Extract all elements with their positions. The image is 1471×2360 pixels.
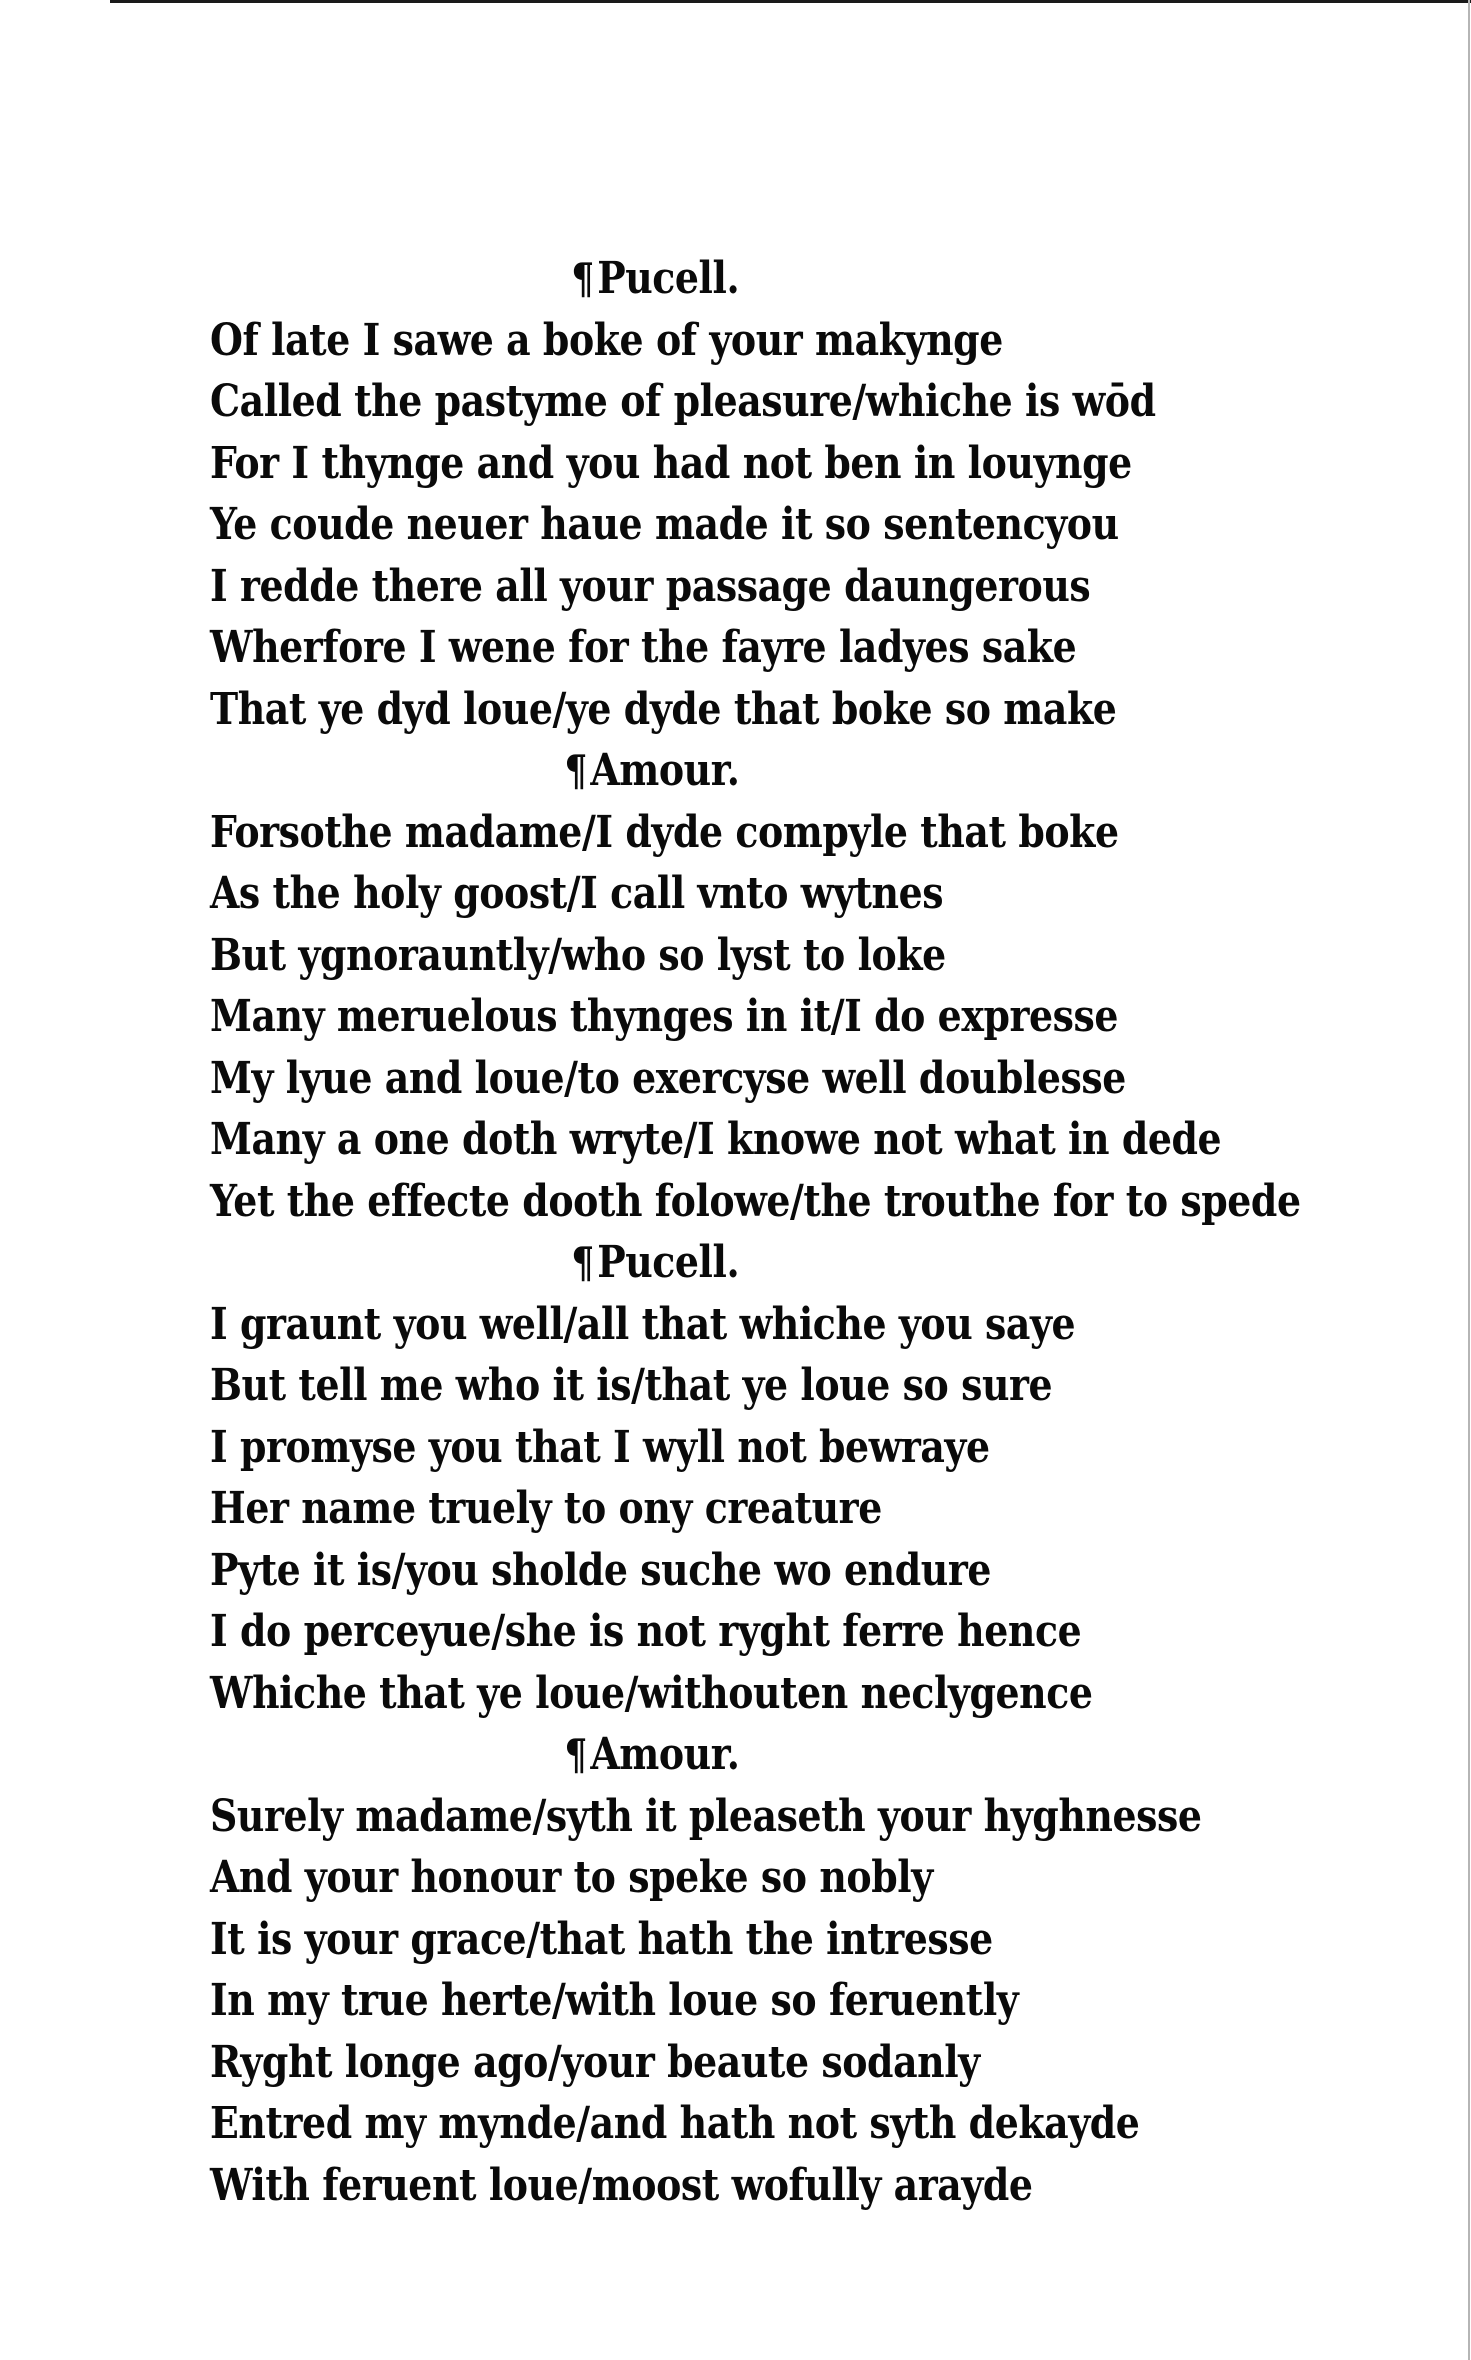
speaker-name: Pucell. <box>597 1237 740 1288</box>
speaker-heading-pucell <box>210 1232 1242 1294</box>
verse-line: But tell me who it is/that ye loue so sure <box>210 1360 1053 1411</box>
pilcrow-icon: ¶ <box>571 254 594 303</box>
verse-line: But ygnorauntly/who so lyst to loke <box>210 929 946 981</box>
verse-line: As the holy goost/I call vnto wytnes <box>210 868 944 919</box>
verse-line: Called the pastyme of pleasure/whiche is wōd <box>210 376 1156 427</box>
verse-line: That ye dyd loue/ye dyde that boke so make <box>210 683 1117 735</box>
pilcrow-icon: ¶ <box>571 1238 594 1287</box>
pilcrow-icon: ¶ <box>564 746 587 795</box>
verse-line: Of late I sawe a boke of your makynge <box>210 314 1003 366</box>
verse-line: And your honour to speke so nobly <box>210 1852 933 1903</box>
verse-line: I promyse you that I wyll not bewraye <box>210 1421 990 1473</box>
poem-text <box>210 248 1410 2216</box>
speaker-name: Amour. <box>590 1729 740 1780</box>
speaker-heading-amour <box>210 1724 1242 1786</box>
speaker-name: Pucell. <box>597 253 740 304</box>
speaker-heading-pucell <box>210 248 1242 310</box>
verse-line: Ye coude neuer haue made it so sentencyou <box>210 499 1119 550</box>
speaker-name: Amour. <box>590 745 740 796</box>
verse-line: It is your grace/that hath the intresse <box>210 1913 993 1965</box>
verse-line: Yet the effecte dooth folowe/the trouthe for to spede <box>210 1175 1301 1227</box>
verse-line: I graunt you well/all that whiche you saye <box>210 1298 1076 1350</box>
verse-line: Ryght longe ago/your beaute sodanly <box>210 2036 980 2088</box>
verse-line: Surely madame/syth it pleaseth your hyghnesse <box>210 1790 1202 1842</box>
verse-line: I redde there all your passage daungerous <box>210 560 1091 612</box>
verse-line: Entred my mynde/and hath not syth dekayde <box>210 2098 1140 2149</box>
verse-line: Wherfore I wene for the fayre ladyes sake <box>210 622 1077 673</box>
verse-line: In my true herte/with loue so feruently <box>210 1975 1019 2026</box>
verse-line: I do perceyue/she is not ryght ferre hence <box>210 1606 1082 1657</box>
verse-line: Whiche that ye loue/withouten neclygence <box>210 1667 1093 1719</box>
pilcrow-icon: ¶ <box>564 1730 587 1779</box>
right-page-edge <box>1468 0 1470 2360</box>
verse-line: Forsothe madame/I dyde compyle that boke <box>210 806 1119 858</box>
top-page-border <box>110 0 1471 3</box>
speaker-heading-amour <box>210 740 1242 802</box>
verse-line: My lyue and loue/to exercyse well doublesse <box>210 1052 1126 1104</box>
verse-line: For I thynge and you had not ben in louynge <box>210 437 1132 489</box>
verse-line: With feruent loue/moost wofully arayde <box>210 2159 1033 2211</box>
verse-line: Her name truely to ony creature <box>210 1483 882 1534</box>
verse-line: Pyte it is/you sholde suche wo endure <box>210 1544 992 1596</box>
verse-line: Many meruelous thynges in it/I do expresse <box>210 991 1119 1042</box>
verse-line: Many a one doth wryte/I knowe not what in dede <box>210 1114 1222 1165</box>
